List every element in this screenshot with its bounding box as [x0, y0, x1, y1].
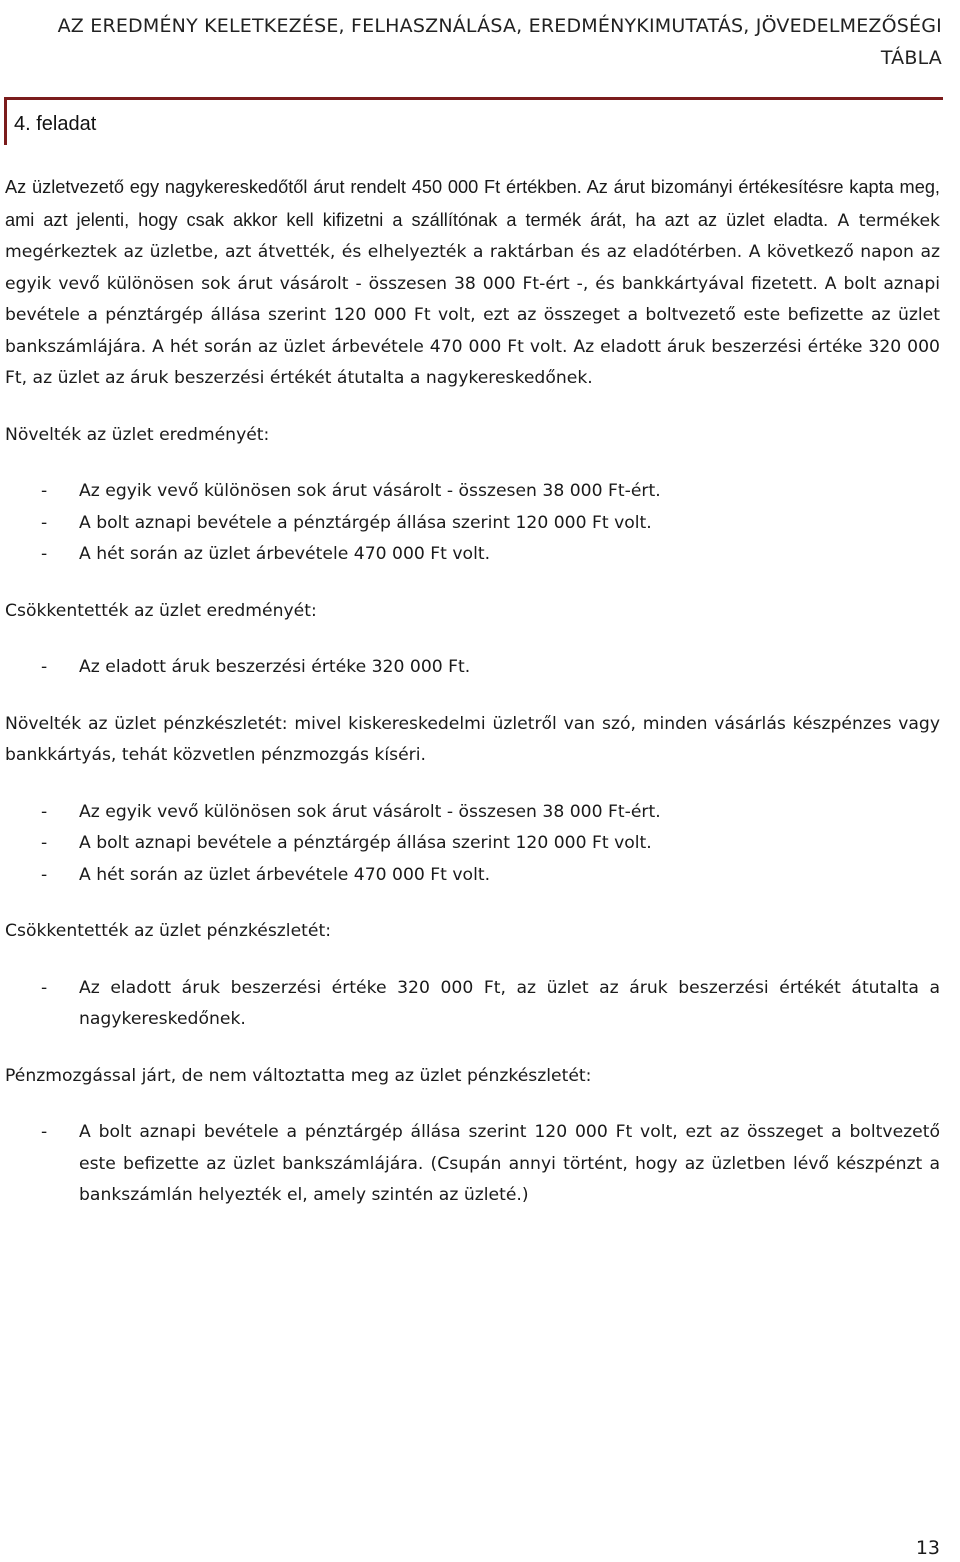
list-item: - A bolt aznapi bevétele a pénztárgép állása szerint 120 000 Ft volt. — [5, 508, 940, 540]
cash-decrease-list — [5, 973, 940, 1036]
dash-bullet: - — [41, 657, 48, 677]
list-item: - Az egyik vevő különösen sok árut vásárolt - összesen 38 000 Ft-ért. — [5, 476, 940, 508]
dash-bullet: - — [41, 977, 48, 998]
task-title: 4. feladat — [14, 113, 97, 135]
list-item: - A hét során az üzlet árbevétele 470 000 Ft volt. — [5, 539, 940, 571]
intro-paragraph — [5, 172, 940, 395]
result-decrease-list — [5, 652, 940, 684]
list-item: - A bolt aznapi bevétele a pénztárgép állása szerint 120 000 Ft volt. — [5, 828, 940, 860]
dash-bullet: - — [41, 512, 48, 533]
section-heading-cash-increase: Növelték az üzlet pénzkészletét: mivel kiskereskedelmi üzletről van szó, minden vásárlás készpénzes vagy bankkártyás, tehát közvetlen pénzmozgás kíséri. — [5, 713, 940, 765]
running-header: AZ EREDMÉNY KELETKEZÉSE, FELHASZNÁLÁSA, EREDMÉNYKIMUTATÁS, JÖVEDELMEZŐSÉGI TÁBLA — [57, 15, 942, 69]
dash-bullet: - — [41, 1122, 48, 1142]
cash-movement-list — [5, 1117, 940, 1212]
dash-bullet: - — [41, 864, 48, 885]
dash-bullet: - — [41, 481, 48, 501]
document-body — [5, 172, 940, 1212]
dash-bullet: - — [41, 544, 48, 564]
list-item: - A hét során az üzlet árbevétele 470 000 Ft volt. — [5, 860, 940, 892]
section-heading-result-increase: Növelték az üzlet eredményét: — [5, 424, 270, 445]
intro-text-part2: A termékek megérkeztek az üzletbe, azt átvették, és elhelyezték a raktárban és az eladótérben. A következő napon az egyik vevő különösen sok árut vásárolt - összesen 38 000 Ft-ért -, és bankkártyával fizetett. A bolt aznapi bevétele a pénztárgép állása szerint 120 000 Ft volt, ezt az összeget a boltvezető este befizette az üzlet bankszámlájára. A hét során az üzlet árbevétele 470 000 Ft volt. Az eladott áruk beszerzési értéke 320 000 Ft, az üzlet az áruk beszerzési értékét átutalta a nagykereskedőnek. — [5, 210, 940, 388]
page-number: 13 — [915, 1537, 940, 1559]
list-item: - Az eladott áruk beszerzési értéke 320 000 Ft, az üzlet az áruk beszerzési értékét átutalta a nagykereskedőnek. — [5, 973, 940, 1036]
title-marker-bar — [4, 97, 7, 145]
list-item: - A bolt aznapi bevétele a pénztárgép állása szerint 120 000 Ft volt, ezt az összeget a boltvezető este befizette az üzlet bankszámlájára. (Csupán annyi történt, hogy az üzletben lévő készpénzt a bankszámlán helyezték el, amely szintén az üzleté.) — [5, 1117, 940, 1212]
section-heading-result-decrease: Csökkentették az üzlet eredményét: — [5, 600, 317, 621]
dash-bullet: - — [41, 833, 48, 853]
section-heading-cash-movement: Pénzmozgással járt, de nem változtatta meg az üzlet pénzkészletét: — [5, 1065, 592, 1086]
header-rule — [4, 97, 943, 100]
intro-text-part1: Az üzletvezető egy nagykereskedőtől árut rendelt 450 000 Ft értékben. Az árut bizományi értékesítésre kapta meg, ami azt jelenti, hogy csak akkor kell kifizetni a szállítónak a termék árát, ha azt az üzlet eladta. — [5, 177, 940, 230]
result-increase-list — [5, 476, 940, 571]
cash-increase-list — [5, 797, 940, 892]
list-item: - Az egyik vevő különösen sok árut vásárolt - összesen 38 000 Ft-ért. — [5, 797, 940, 829]
section-heading-cash-decrease: Csökkentették az üzlet pénzkészletét: — [5, 921, 331, 941]
list-item: - Az eladott áruk beszerzési értéke 320 000 Ft. — [5, 652, 940, 684]
dash-bullet: - — [41, 801, 48, 822]
